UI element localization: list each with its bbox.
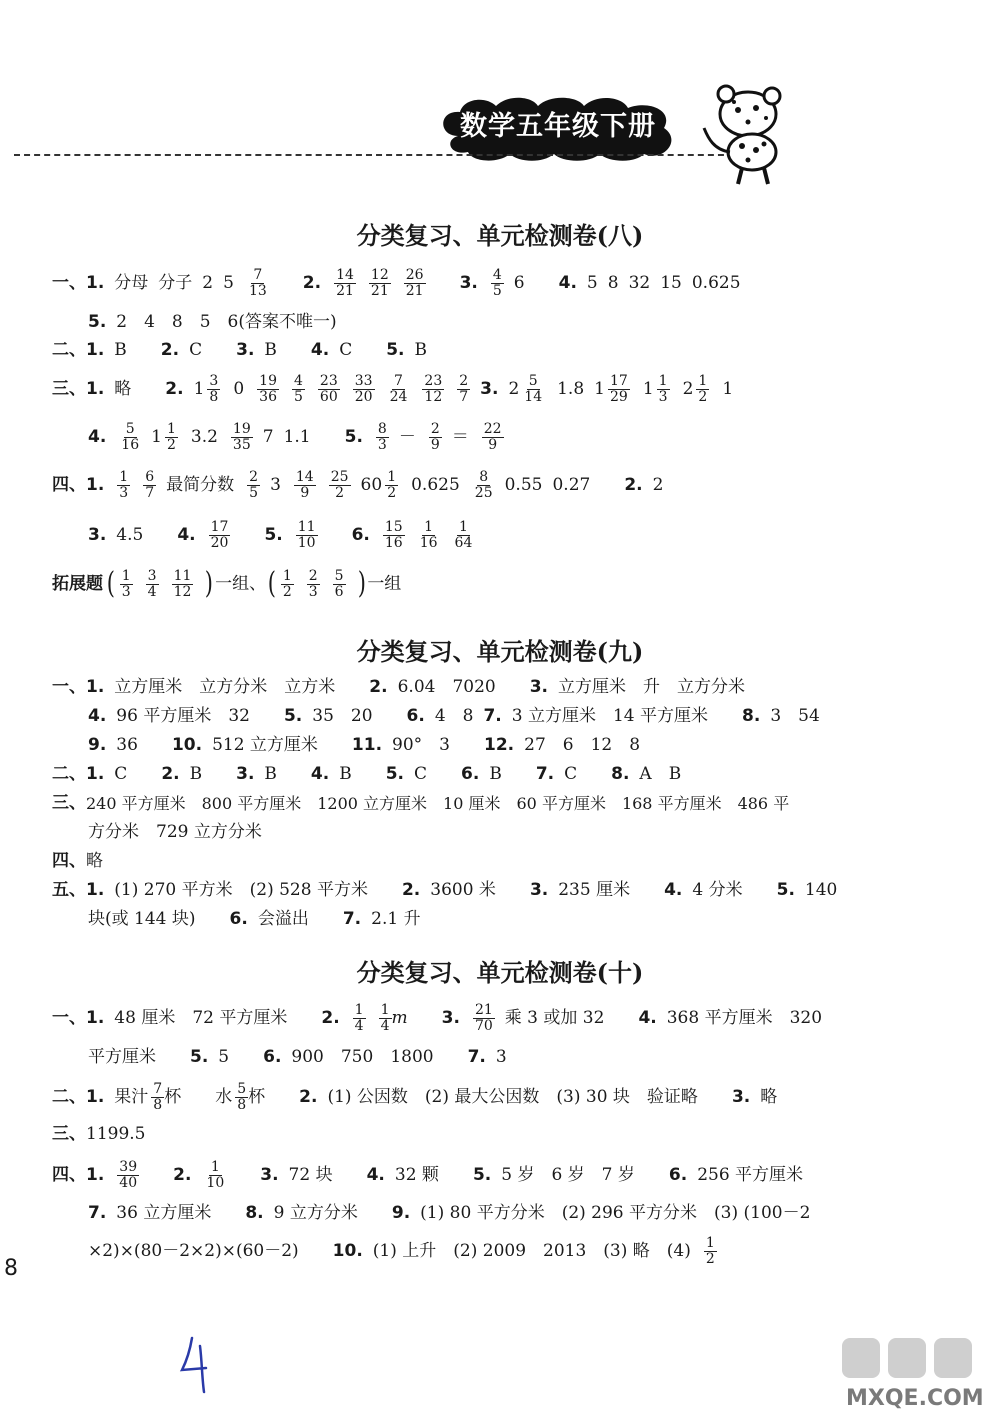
s10-line-1: 一、1. 48 厘米 72 平方厘米 2. $\frac{1}{4}$ $\frac{1}{4}$ m 3. $\frac{21}{70}$ 乘 3 或加 32 4. 368 平方厘米 320 [52,1002,823,1034]
fraction: $\frac{26}{21}$ [405,267,424,299]
s10-line-4: 三、 1199.5 [52,1124,146,1144]
s9-line-1: 一、1. 立方厘米 立方分米 立方米 2. 6.04 7020 3. 立方厘米 升 立方分米 [52,677,746,697]
s8-line-5: 4. $\frac{5}{16}$ 1 $\frac{1}{2}$ 3.2 $\frac{19}{35}$ 7 1.1 5. $\frac{8}{3}$ － $\frac{2}{9}$ ＝ $\frac{22}{9}$ [88,421,502,453]
s8-line-7: 3. 4.5 4. $\frac{17}{20}$ 5. $\frac{11}{10}$ 6. $\frac{15}{16}$ $\frac{1}{16}$ $\frac{1}{64}$ [88,519,473,551]
mixed-number: 1 $\frac{3}{8}$ [193,373,219,405]
s9-line-8: 五、1. (1) 270 平方米 (2) 528 平方米 2. 3600 米 3. 235 厘米 4. 4 分米 5. 140 [52,880,838,900]
handwritten-mark [176,1334,216,1396]
watermark-text: MXQE.COM [846,1386,984,1411]
s9-line-5: 三、 240 平方厘米 800 平方厘米 1200 立方厘米 10 厘米 60 平方厘米 168 平方厘米 486 平 [52,793,790,813]
header-title: 数学五年级下册 [460,111,656,142]
s8-line-6: 四、1. $\frac{1}{3}$ $\frac{6}{7}$ 最简分数 $\frac{2}{5}$ 3 $\frac{14}{9}$ $\frac{25}{2}$ 60 $\frac{1}{2}$ 0.625 $\frac{8}{25}$ 0.55 0.27 2. 2 [52,469,664,501]
section-title-9: 分类复习、单元检测卷(九) [356,637,644,666]
s8-line-8: 拓展题 ( $\frac{1}{3}$ $\frac{3}{4}$ $\frac{11}{12}$ ) 一组、 ( $\frac{1}{2}$ $\frac{2}{3}$ $\frac{5}{6}$ ) 一组 [52,566,402,602]
fraction: $\frac{7}{13}$ [248,267,267,299]
s9-line-7: 四、 略 [52,851,103,871]
page-number: 8 [4,1256,18,1281]
s8-line-2: 5. 2 4 8 5 6(答案不唯一) [88,312,337,332]
s9-line-2: 4. 96 平方厘米 32 5. 35 20 6. 4 8 7. 3 立方厘米 14 平方厘米 8. 3 54 [88,706,820,726]
s10-line-3: 二、1. 果汁 $\frac{7}{8}$ 杯 水 $\frac{5}{8}$ 杯 2. (1) 公因数 (2) 最大公因数 (3) 30 块 验证略 3. 略 [52,1081,778,1113]
s8-line-4: 三、1. 略 2. 1 $\frac{3}{8}$ 0 $\frac{19}{36}$ $\frac{4}{5}$ $\frac{23}{60}$ $\frac{33}{20}$ $\frac{7}{24}$ $\frac{23}{12}$ $\frac{2}{7}$ 3. 2 $\frac{5}{14}$ 1.8 1 $\frac{17}{29}$ 1 $\frac{1}{3}$ 2 $\frac{1}{2}$ 1 [52,373,734,405]
s9-line-3: 9. 36 10. 512 立方厘米 11. 90° 3 12. 27 6 12 8 [88,735,641,755]
fraction: $\frac{12}{21}$ [370,267,389,299]
s10-line-5: 四、1. $\frac{39}{40}$ 2. $\frac{1}{10}$ 3. 72 块 4. 32 颗 5. 5 岁 6 岁 7 岁 6. 256 平方厘米 [52,1159,804,1191]
s10-line-6: 7. 36 立方厘米 8. 9 立方分米 9. (1) 80 平方分米 (2) 296 平方分米 (3) (100－2 [88,1203,811,1223]
s9-line-9: 块(或 144 块) 6. 会溢出 7. 2.1 升 [88,909,421,929]
fraction: $\frac{4}{5}$ [492,267,502,299]
section-title-10: 分类复习、单元检测卷(十) [356,958,644,987]
s9-line-6: 方分米 729 立方分米 [88,822,262,842]
fraction: $\frac{14}{21}$ [336,267,354,299]
s10-line-7: ×2)×(80－2×2)×(60－2) 10. (1) 上升 (2) 2009 2013 (3) 略 (4) $\frac{1}{2}$ [88,1235,715,1267]
s8-line-3: 二、1. B 2. C 3. B 4. C 5. B [52,340,428,360]
header-dashed-divider [14,154,734,156]
s8-line-1: 一、1. 分母 分子 2 5 $\frac{7}{13}$ 2. $\frac{14}{21}$ $\frac{12}{21}$ $\frac{26}{21}$ 3. $\frac{4}{5}$ 6 4. 5 8 32 15 0.625 [52,267,741,299]
leopard-mascot-icon [686,78,801,188]
section-title-8: 分类复习、单元检测卷(八) [356,221,644,250]
s9-line-4: 二、1. C 2. B 3. B 4. B 5. C 6. B 7. C 8. A B [52,764,682,784]
s10-line-2: 平方厘米 5. 5 6. 900 750 1800 7. 3 [88,1047,507,1067]
